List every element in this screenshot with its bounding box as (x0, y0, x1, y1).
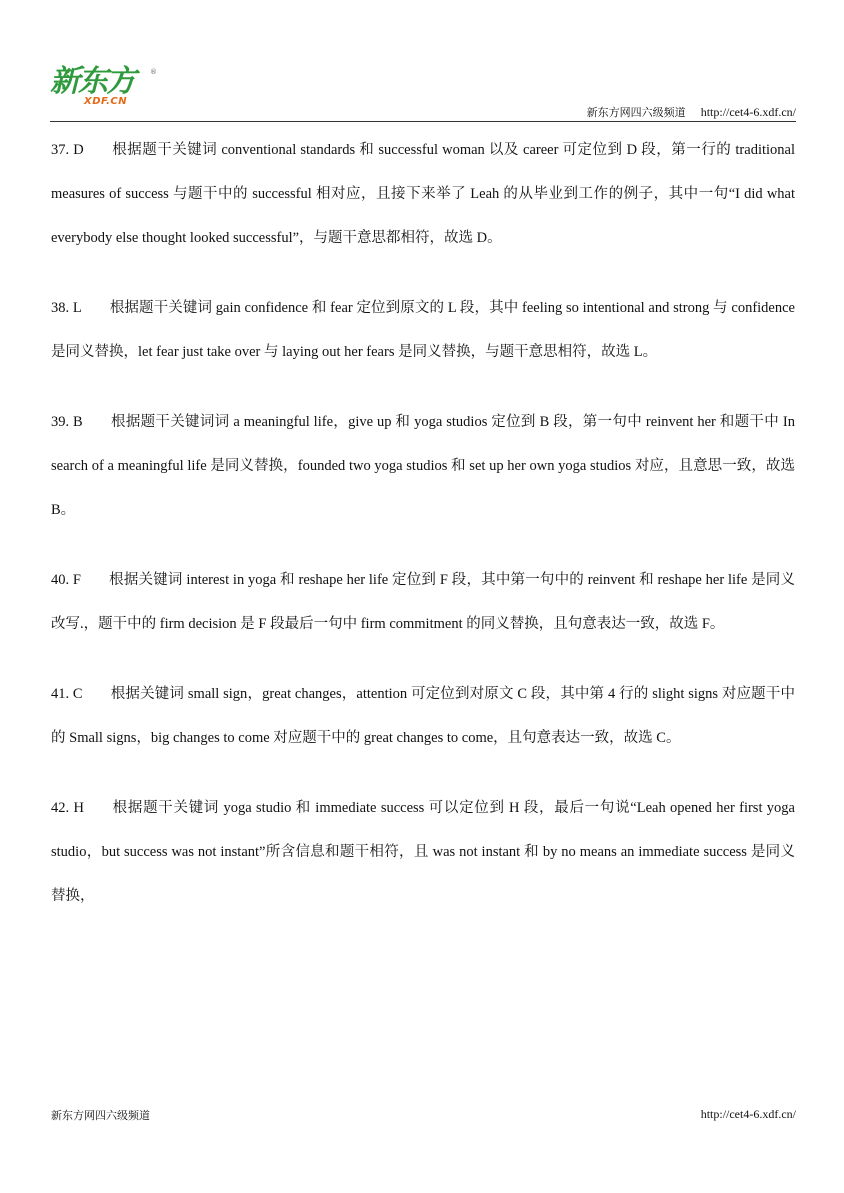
xdf-logo (50, 66, 160, 114)
answer-text: 根据题干关键词词 a meaningful life，give up 和 yoga studios 定位到 B 段，第一句中 reinvent her 和题干中 In search of a meaningful life 是同义替换，founded two yoga studios 和 set up her own yoga studios 对应，且意思一致，故选 B。 (51, 414, 796, 518)
page-header (587, 104, 796, 120)
answer-paragraph-40 (51, 558, 795, 646)
answer-text: 根据题干关键词 yoga studio 和 immediate success 可以定位到 H 段，最后一句说“Leah opened her first yoga studio，but success was not instant”所含信息和题干相符，且 was not instant 和 by no means an immediate success 是同义替换， (51, 800, 795, 904)
answer-paragraph-39 (51, 400, 795, 532)
header-divider (50, 121, 796, 122)
answer-number: 42. H (51, 800, 84, 816)
registered-mark: ® (150, 68, 157, 76)
header-site-name: 新东方网四六级频道 (586, 106, 686, 119)
footer-site-name: 新东方网四六级频道 (51, 1109, 150, 1122)
answer-number: 39. B (51, 414, 83, 430)
answer-paragraph-41 (51, 672, 795, 760)
answer-text: 根据关键词 interest in yoga 和 reshape her life 定位到 F 段，其中第一句中的 reinvent 和 reshape her life 是同义改写.，题干中的 firm decision 是 F 段最后一句中 firm commitment 的同义替换，且句意表达一致，故选 F。 (51, 572, 795, 632)
answer-number: 37. D (51, 142, 84, 158)
header-url[interactable]: http://cet4-6.xdf.cn/ (700, 105, 796, 119)
answer-explanations (51, 128, 795, 944)
answer-paragraph-42 (51, 786, 795, 918)
answer-number: 40. F (51, 572, 81, 588)
answer-text: 根据题干关键词 gain confidence 和 fear 定位到原文的 L 段，其中 feeling so intentional and strong 与 confidence 是同义替换，let fear just take over 与 laying out her fears 是同义替换，与题干意思相符，故选 L。 (51, 300, 795, 360)
answer-paragraph-38 (51, 286, 795, 374)
answer-text: 根据关键词 small sign，great changes，attention 可定位到对原文 C 段，其中第 4 行的 slight signs 对应题干中的 Small signs，big changes to come 对应题干中的 great changes to come，且句意表达一致，故选 C。 (51, 686, 795, 746)
answer-number: 38. L (51, 300, 82, 316)
answer-text: 根据题干关键词 conventional standards 和 successful woman 以及 career 可定位到 D 段，第一行的 traditional measures of success 与题干中的 successful 相对应，且接下来举了 Leah 的从毕业到工作的例子，其中一句“I did what everybody else thought looked successful”，与题干意思都相符，故选 D。 (51, 142, 795, 246)
footer-url[interactable]: http://cet4-6.xdf.cn/ (700, 1107, 796, 1121)
logo-chinese-text: 新东方 (50, 64, 134, 99)
answer-paragraph-37 (51, 128, 795, 260)
answer-number: 41. C (51, 686, 83, 702)
logo-english-text: XDF.CN (84, 96, 128, 107)
